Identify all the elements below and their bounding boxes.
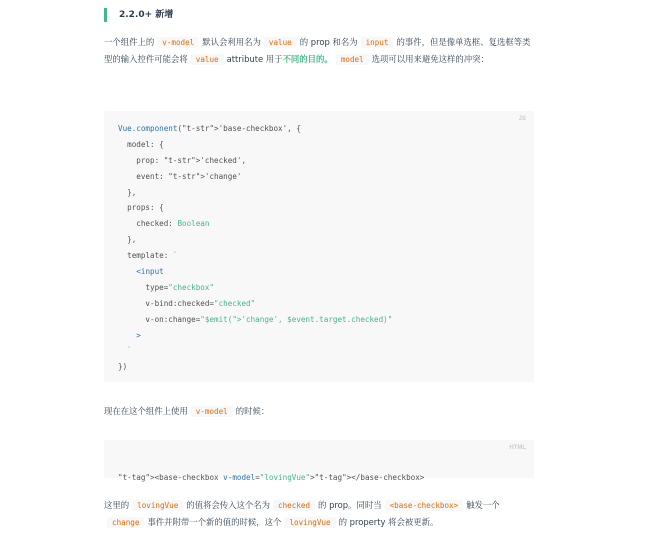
code-lovingvue-2: lovingVue: [284, 517, 335, 528]
code-language-label: JS: [518, 116, 526, 122]
code-line: model: {: [118, 139, 164, 149]
code-input: input: [361, 37, 394, 48]
js-code-lines: [118, 121, 392, 375]
code-change: change: [107, 517, 144, 528]
code-line: event: "t-str">'change': [118, 171, 242, 181]
outro-text-2: 的值将会传入这个名为: [186, 500, 271, 510]
intro-text-1: 一个组件上的: [104, 37, 155, 47]
code-line: }): [118, 362, 128, 372]
outro-paragraph: [104, 497, 534, 531]
code-line: v-on:change="$emit(">'change', $event.target.checked)": [118, 314, 393, 324]
intro-text-3: 的 prop 和名为: [299, 37, 358, 47]
code-v-model-2: v-model: [191, 406, 233, 417]
code-line: checked: Boolean: [118, 219, 210, 229]
intro-text-6: 选项可以用来避免这样的冲突：: [371, 54, 489, 64]
outro-text-1: 这里的: [104, 500, 130, 510]
code-line: props: {: [118, 203, 164, 213]
usage-text-2: 的时候：: [235, 406, 270, 416]
code-value: value: [264, 37, 297, 48]
code-line: v-bind:checked="checked": [118, 298, 256, 308]
intro-text-2: 默认会利用名为: [202, 37, 261, 47]
code-checked: checked: [273, 500, 315, 511]
emphasis-text: 不同的目的。: [282, 54, 333, 64]
code-lovingvue: lovingVue: [132, 500, 183, 511]
code-base-checkbox: <base-checkbox>: [385, 500, 464, 511]
outro-text-5: 事件并附带一个新的值的时候，这个: [147, 517, 282, 527]
version-heading: 2.2.0+ 新增: [104, 8, 173, 22]
usage-paragraph: [104, 403, 534, 420]
intro-text-4: 的事件，但是像单选框、复选框等类型的输入控件可能会将: [104, 37, 531, 64]
code-model: model: [336, 54, 369, 65]
code-line: >: [118, 330, 141, 340]
outro-text-6: 的 property 将会被更新。: [338, 517, 439, 527]
code-line: template: `: [118, 251, 178, 261]
code-line: },: [118, 235, 137, 245]
html-code-block[interactable]: [104, 440, 534, 482]
code-line: },: [118, 187, 137, 197]
code-line: <input: [136, 267, 164, 277]
intro-paragraph: [104, 34, 534, 68]
code-line: `: [127, 346, 132, 356]
intro-text-5: attribute 用于: [226, 54, 283, 64]
code-line: Vue.component("t-str">'base-checkbox', {: [118, 124, 301, 133]
code-v-model: v-model: [157, 37, 199, 48]
code-value-2: value: [191, 54, 224, 65]
code-line: "t-tag"><base-checkbox v-model="lovingVue">"t-tag"></base-checkbox>: [118, 473, 425, 482]
usage-text-1: 现在在这个组件上使用: [104, 406, 188, 416]
outro-text-3: 的 prop。同时当: [318, 500, 382, 510]
code-language-label: HTML: [509, 445, 526, 451]
outro-text-4: 触发一个: [466, 500, 500, 510]
code-line: type="checkbox": [118, 282, 215, 292]
code-line: prop: "t-str">'checked',: [118, 155, 247, 165]
js-code-block[interactable]: [104, 111, 534, 382]
